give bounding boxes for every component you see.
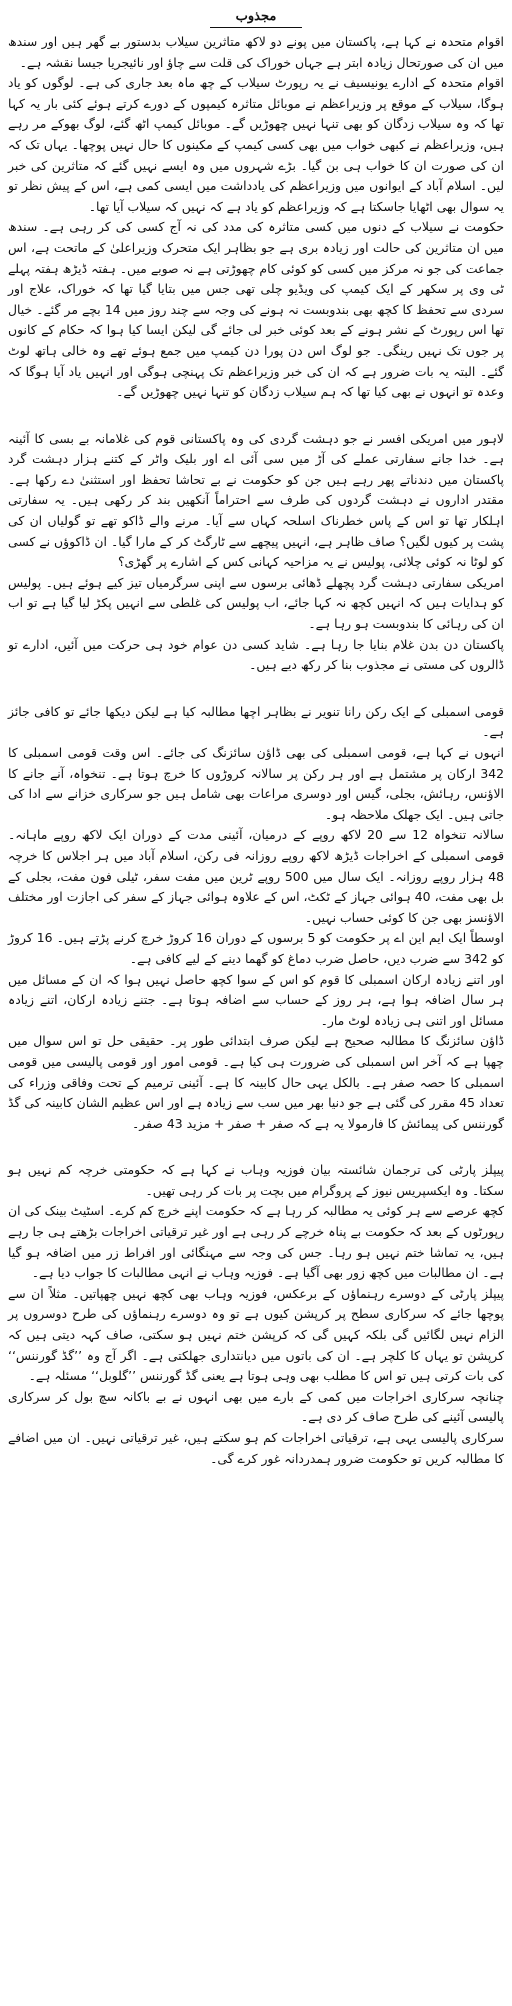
paragraph: اقوام متحدہ کے ادارے یونیسیف نے یہ رپورٹ سیلاب کے چھ ماہ بعد جاری کی ہے۔ لوگوں کو یاد ہوگا، سیلاب کے موقع پر وزیراعظم نے موبائل متاثرہ کیمپوں کے دورے کرتے ہوئے کئی بار یہ کہا تھا کہ وہ سیلاب زدگان کو بھی تنہا نہیں چھوڑیں گے۔ موبائل کیمپ اٹھ گئے، لوگ بھوکے مر رہے ہیں، وزیراعظم نے کبھی خواب میں بھی کسی کیمپ کے مکینوں کا حال نہیں پوچھا۔ یہاں تک کہ ان کی صورت ان کا خواب ہی بن گیا۔ بڑے شہروں میں وہ ایسے نہیں گئے کہ متاثرین کی خبر لیں۔ اسلام آباد کے ایوانوں میں وزیراعظم کی یادداشت میں ایسی کمی ہے، اس کے پیش نظر تو یہ سوال بھی اٹھایا جاسکتا ہے کہ وزیراعظم کو یاد ہے کہ نہیں کہ سیلاب آیا تھا۔ xyxy=(8,75,504,214)
section-divider xyxy=(8,403,504,429)
paragraph: امریکی سفارتی دہشت گرد پچھلے ڈھائی برسوں سے اپنی سرگرمیاں تیز کیے ہوئے ہیں۔ پولیس کو ہدایات ہیں کہ انہیں کچھ نہ کہا جائے، اب پولیس کی غلطی سے انہیں پکڑ لیا گیا ہے تو اب ان کی رہائی کا بندوبست ہو رہا ہے۔ xyxy=(8,574,504,632)
section-lahore xyxy=(8,429,504,676)
paragraph: سالانہ تنخواہ 12 سے 20 لاکھ روپے کے درمیان، آئینی مدت کے دوران ایک لاکھ روپے ماہانہ۔ قومی اسمبلی کے اخراجات ڈیڑھ لاکھ روپے روزانہ فی رکن، اسلام آباد میں ہر اجلاس کا خرچہ 48 ہزار روپے روزانہ۔ ایک سال میں 500 روپے ٹرین میں مفت سفر، ٹیلی فون مفت، بجلی کے بل بھی مفت، 40 ہوائی جہاز کے ٹکٹ، اس کے علاوہ ہوائی جہاز کے سفر کی اجازت اور مختلف الاؤنسز بھی جن کا کوئی حساب نہیں۔ xyxy=(8,827,504,925)
paragraph: اور اتنے زیادہ ارکان اسمبلی کا قوم کو اس کے سوا کچھ حاصل نہیں ہوا کہ ان کے مسائل میں ہر سال اضافہ ہوا ہے، ہر روز کے حساب سے اضافہ ہوتا ہے۔ جتنے زیادہ ارکان، اتنے زیادہ مسائل اور اتنی ہی زیادہ لوٹ مار۔ xyxy=(8,971,504,1028)
paragraph: پیپلز پارٹی کے دوسرے رہنماؤں کے برعکس، فوزیہ وہاب بھی کچھ نہیں چھپاتیں۔ مثلاً ان سے پوچھا جائے کہ سرکاری سطح پر کرپشن کیوں ہے تو وہ دوسرے رہنماؤں کی طرح دوسروں پر الزام نہیں لگائیں گی بلکہ کہیں گی کہ کرپشن ختم نہیں ہو سکتی، صاف کہہ دیتی ہیں کہ کرپشن تو یہاں کا کلچر ہے۔ ان کی باتوں میں دیانتداری جھلکتی ہے۔ اگر آج وہ ’’گڈ گورننس‘‘ کی بات کرتی ہیں تو اس کا مطلب بھی وہی ہوتا ہے یعنی گڈ گورننس ’’گلوبل‘‘ مسئلہ ہے۔ xyxy=(8,1285,504,1384)
paragraph: ڈاؤن سائزنگ کا مطالبہ صحیح ہے لیکن صرف ابتدائی طور پر۔ حقیقی حل تو اس سوال میں چھپا ہے کہ آخر اس اسمبلی کی ضرورت ہی کیا ہے۔ قومی امور اور قومی پالیسی میں قومی اسمبلی کا حصہ صفر ہے۔ بالکل یہی حال کابینہ کا ہے۔ آئینی ترمیم کے تحت وفاقی وزراء کی تعداد 45 مقرر کی گئی ہے جو دنیا بھر میں سب سے زیادہ ہے اور اس عظیم الشان کابینہ کی گڈ گورننس کی پیمائش کا فارمولا یہ ہے کہ صفر + صفر + مزید 43 صفر۔ xyxy=(8,1033,504,1131)
section-expenses xyxy=(8,1160,504,1469)
section-assembly xyxy=(8,702,504,1134)
section-divider xyxy=(8,676,504,702)
page-title: مجذوب xyxy=(210,8,303,28)
paragraph: قومی اسمبلی کے ایک رکن رانا تنویر نے بظاہر اچھا مطالبہ کیا ہے لیکن دیکھا جائے تو کافی جائز ہے۔ xyxy=(8,703,504,740)
paragraph: لاہور میں امریکی افسر نے جو دہشت گردی کی وہ پاکستانی قوم کی غلامانہ بے بسی کا آئینہ ہے۔ خدا جانے سفارتی عملے کی آڑ میں سی آئی اے اور بلیک واٹر کے کتنے ہزار دہشت گرد پاکستان میں دندناتے پھر رہے ہیں جن کو حکومت نے بے تحاشا تحفظ اور استثنیٰ دے رکھا ہے۔ مقتدر اداروں نے دہشت گردوں کی طرف سے احتراماً آنکھیں بند کر رکھی ہیں۔ یہ سفارتی اہلکار تھا تو اس کے پاس خطرناک اسلحہ کہاں سے آیا۔ مرنے والے ڈاکو تھے تو گولیاں ان کی پشت پر کیوں لگیں؟ صاف ظاہر ہے، انہیں پیچھے سے ٹارگٹ کر کے مارا گیا۔ ان ڈاکوؤں نے کسی کو لوٹا نہ کوئی چلائی، پولیس نے یہ مزاحیہ کہانی کس کے اشارے پر گھڑی؟ xyxy=(8,430,504,570)
section-divider xyxy=(8,1134,504,1160)
title-block xyxy=(8,6,504,28)
paragraph: کچھ عرصے سے ہر کوئی یہ مطالبہ کر رہا ہے کہ حکومت اپنے خرچ کم کرے۔ اسٹیٹ بینک کی ان رپورٹوں کے بعد کہ حکومت بے پناہ خرچے کر رہی ہے اور غیر ترقیاتی اخراجات بڑھتے ہی جا رہے ہیں، یہ تماشا ختم نہیں ہو رہا۔ جس کی وجہ سے مہنگائی اور افراط زر میں اضافہ ہو گیا ہے۔ ان مطالبات میں کچھ زور بھی آگیا ہے۔ فوزیہ وہاب نے انہی مطالبات کا جواب دیا ہے۔ xyxy=(8,1203,504,1281)
section-floods xyxy=(8,32,504,403)
paragraph: چنانچہ سرکاری اخراجات میں کمی کے بارے میں بھی انہوں نے بے باکانہ سچ بول کر سرکاری پالیسی آئینے کی طرح صاف کر دی ہے۔ xyxy=(8,1388,504,1425)
paragraph: انہوں نے کہا ہے، قومی اسمبلی کی بھی ڈاؤن سائزنگ کی جائے۔ اس وقت قومی اسمبلی کا 342 ارکان پر مشتمل ہے اور ہر رکن پر سالانہ کروڑوں کا خرچ ہوتا ہے۔ تنخواہ، آنے جانے کا الاؤنس، رہائش، بجلی، گیس اور دوسری مراعات بھی شامل ہیں جو سرکاری خزانے سے ادا کی جاتی ہیں۔ ایک جھلک ملاحظہ ہو۔ xyxy=(8,745,504,822)
paragraph: پیپلز پارٹی کی ترجمان شائستہ بیان فوزیہ وہاب نے کہا ہے کہ حکومتی خرچہ کم نہیں ہو سکتا۔ وہ ایکسپریس نیوز کے پروگرام میں بچت پر بات کر رہی تھیں۔ xyxy=(8,1162,504,1198)
paragraph: سرکاری پالیسی یہی ہے، ترقیاتی اخراجات کم ہو سکتے ہیں، غیر ترقیاتی نہیں۔ ان میں اضافے کا مطالبہ کریں تو حکومت ضرور ہمدردانہ غور کرے گی۔ xyxy=(8,1430,504,1466)
paragraph: حکومت نے سیلاب کے دنوں میں کسی متاثرہ کی مدد کی نہ آج کسی کی کر رہی ہے۔ سندھ میں ان متاثرین کی حالت اور زیادہ بری ہے جو بظاہر ایک متحرک وزیراعلیٰ کے ماتحت ہے، اس جماعت کی جو نہ مرکز میں کسی کو کوئی کام چھوڑتی ہے نہ صوبے میں۔ ہفتہ ڈیڑھ ہفتہ پہلے ٹی وی پر سکھر کے ایک کیمپ کی ویڈیو چلی تھی جس میں بتایا گیا تھا کہ خوراک، علاج اور سردی سے تحفظ کا کچھ بھی بندوبست نہ ہونے کی وجہ سے چند روز میں 14 بچے مر گئے۔ خیال تھا اس رپورٹ کے نشر ہونے کے بعد کوئی خبر لی جائے گی لیکن ایسا کیا ہوا کہ حکام کے کانوں پر جوں تک نہیں رینگی۔ جو لوگ اس دن پورا دن کیمپ میں جمع ہوئے تھے وہ خالی ہاتھ لوٹ گئے۔ البتہ یہ بات ضرور ہے کہ ان کی خبر وزیراعظم تک پہنچی ہوگی اور انہیں یاد آیا ہوگا کہ وعدہ تو انہوں نے بھی کیا تھا کہ ہم سیلاب زدگان کو تنہا نہیں چھوڑیں گے۔ xyxy=(8,219,504,400)
paragraph: اوسطاً ایک ایم این اے پر حکومت کو 5 برسوں کے دوران 16 کروڑ خرچ کرنے پڑتے ہیں۔ 16 کروڑ کو 342 سے ضرب دیں، حاصل ضرب دماغ کو گھما دینے کے لیے کافی ہے۔ xyxy=(8,930,504,966)
paragraph: اقوام متحدہ نے کہا ہے، پاکستان میں پونے دو لاکھ متاثرین سیلاب بدستور بے گھر ہیں اور سندھ میں ان کی صورتحال زیادہ ابتر ہے جہاں خوراک کی قلت سے چاؤ اور نائیجریا جیسا نقشہ ہے۔ xyxy=(8,34,504,70)
paragraph: پاکستان دن بدن غلام بنایا جا رہا ہے۔ شاید کسی دن عوام خود ہی حرکت میں آئیں، ادارے تو ڈالروں کی مستی نے مجذوب بنا کر رکھ دیے ہیں۔ xyxy=(8,636,504,673)
